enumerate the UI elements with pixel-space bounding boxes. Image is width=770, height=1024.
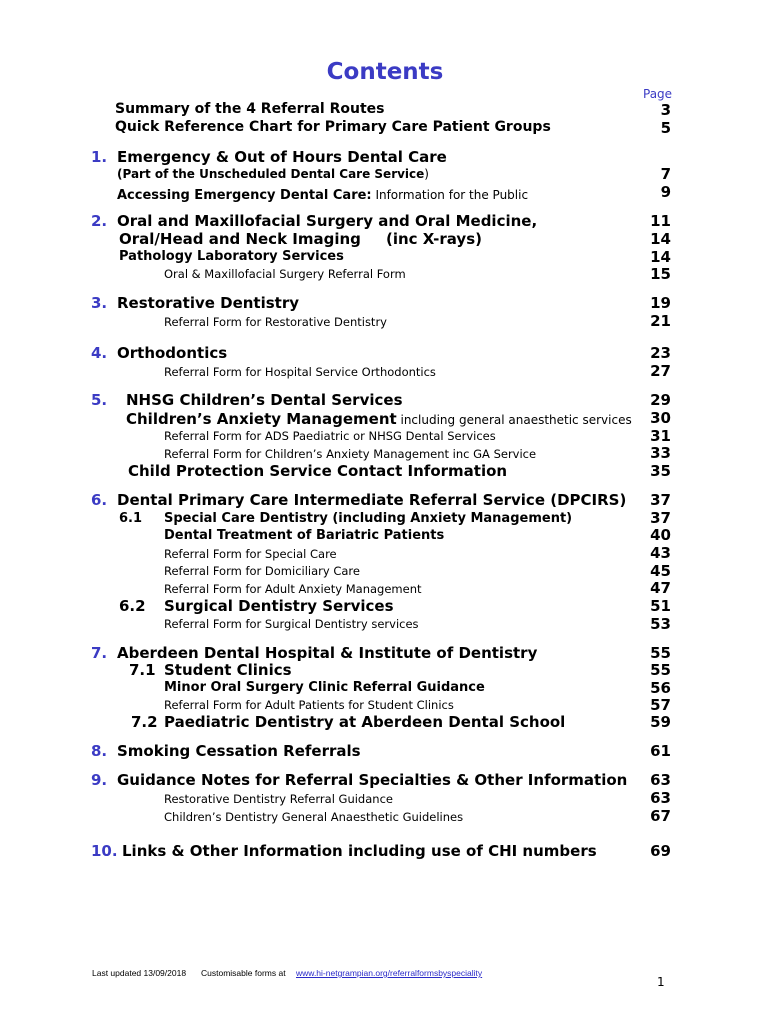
- toc-domiciliary-form[interactable]: Referral Form for Domiciliary Care: [164, 564, 360, 578]
- toc-unscheduled-care[interactable]: [117, 167, 429, 181]
- page-number: 9: [660, 183, 671, 201]
- toc-ga-guidelines[interactable]: Children’s Dentistry General Anaesthetic Guidelines: [164, 810, 464, 824]
- toc-childrens-anxiety[interactable]: [126, 409, 632, 428]
- anxiety-rest: including general anaesthetic services: [396, 413, 632, 427]
- toc-bariatric[interactable]: Dental Treatment of Bariatric Patients: [164, 528, 445, 543]
- page-number: 63: [650, 789, 671, 807]
- toc-restorative-guidance[interactable]: Restorative Dentistry Referral Guidance: [164, 792, 393, 806]
- footer-forms-label: Customisable forms at: [201, 968, 286, 978]
- toc-student-clinics-form[interactable]: Referral Form for Adult Patients for Student Clinics: [164, 698, 454, 712]
- toc-paediatric-dentistry[interactable]: Paediatric Dentistry at Aberdeen Dental School: [164, 713, 566, 731]
- toc-adult-anxiety-form[interactable]: Referral Form for Adult Anxiety Management: [164, 582, 422, 596]
- section-number: 8.: [91, 742, 108, 760]
- page-number: 55: [650, 661, 671, 679]
- toc-restorative-form[interactable]: Referral Form for Restorative Dentistry: [164, 315, 387, 329]
- toc-imaging-xrays: (inc X-rays): [386, 230, 482, 248]
- section-number: 7.: [91, 644, 108, 662]
- page-number: 3: [660, 101, 671, 119]
- toc-imaging[interactable]: Oral/Head and Neck Imaging: [119, 230, 361, 248]
- page-number: 69: [650, 842, 671, 860]
- page-number: 59: [650, 713, 671, 731]
- toc-section-6[interactable]: Dental Primary Care Intermediate Referral Service (DPCIRS): [117, 491, 627, 509]
- toc-section-5[interactable]: NHSG Children’s Dental Services: [126, 391, 403, 409]
- footer-page-number: 1: [657, 975, 665, 989]
- section-number: 5.: [91, 391, 108, 409]
- footer-last-updated: Last updated 13/09/2018: [92, 968, 187, 978]
- section-number: 1.: [91, 148, 108, 166]
- toc-orthodontics-form[interactable]: Referral Form for Hospital Service Orthodontics: [164, 365, 436, 379]
- page-number: 15: [650, 265, 671, 283]
- page-number: 55: [650, 644, 671, 662]
- subsection-number: 7.2: [131, 713, 158, 731]
- toc-omfs-form[interactable]: Oral & Maxillofacial Surgery Referral Form: [164, 267, 406, 281]
- page-number: 31: [650, 427, 671, 445]
- page-number: 14: [650, 248, 671, 266]
- page-number: 61: [650, 742, 671, 760]
- page-number: 47: [650, 579, 671, 597]
- section-number: 4.: [91, 344, 108, 362]
- page-number: 37: [650, 509, 671, 527]
- subsection-number: 6.1: [119, 511, 143, 526]
- toc-surgical-form[interactable]: Referral Form for Surgical Dentistry services: [164, 617, 419, 631]
- section-number: 10.: [91, 842, 118, 860]
- subsection-number: 6.2: [119, 597, 146, 615]
- page-number: 5: [660, 119, 671, 137]
- footer-forms-link[interactable]: www.hi-netgrampian.org/referralformsbyspeciality: [296, 968, 483, 978]
- toc-section-2[interactable]: Oral and Maxillofacial Surgery and Oral Medicine,: [117, 212, 538, 230]
- toc-pathology[interactable]: Pathology Laboratory Services: [119, 249, 344, 264]
- accessing-rest: Information for the Public: [371, 188, 529, 202]
- toc-section-7[interactable]: Aberdeen Dental Hospital & Institute of Dentistry: [117, 644, 538, 662]
- toc-ads-form[interactable]: Referral Form for ADS Paediatric or NHSG Dental Services: [164, 429, 496, 443]
- page-number: 33: [650, 444, 671, 462]
- page-number: 56: [650, 679, 671, 697]
- section-number: 3.: [91, 294, 108, 312]
- page-column-header: Page: [643, 87, 673, 101]
- toc-surgical-dentistry[interactable]: Surgical Dentistry Services: [164, 597, 394, 615]
- page-number: 43: [650, 544, 671, 562]
- toc-special-care[interactable]: Special Care Dentistry (including Anxiety Management): [164, 511, 573, 526]
- page-number: 53: [650, 615, 671, 633]
- page-number: 14: [650, 230, 671, 248]
- section-number: 6.: [91, 491, 108, 509]
- toc-section-3[interactable]: Restorative Dentistry: [117, 294, 300, 312]
- page-number: 27: [650, 362, 671, 380]
- toc-special-care-form[interactable]: Referral Form for Special Care: [164, 547, 337, 561]
- page-number: 7: [660, 165, 671, 183]
- toc-quick-reference[interactable]: Quick Reference Chart for Primary Care Patient Groups: [115, 119, 551, 135]
- toc-section-10[interactable]: Links & Other Information including use of CHI numbers: [122, 842, 597, 860]
- page-number: 29: [650, 391, 671, 409]
- page-number: 11: [650, 212, 671, 230]
- page-title: Contents: [326, 59, 444, 85]
- section-number: 2.: [91, 212, 108, 230]
- toc-section-8[interactable]: Smoking Cessation Referrals: [117, 742, 361, 760]
- anxiety-bold: Children’s Anxiety Management: [126, 410, 397, 428]
- page-number: 57: [650, 696, 671, 714]
- toc-summary-routes[interactable]: Summary of the 4 Referral Routes: [115, 101, 385, 117]
- page-number: 30: [650, 409, 671, 427]
- toc-section-4[interactable]: Orthodontics: [117, 344, 228, 362]
- page-number: 51: [650, 597, 671, 615]
- toc-minor-oral-surgery[interactable]: Minor Oral Surgery Clinic Referral Guidance: [164, 680, 485, 695]
- section-number: 9.: [91, 771, 108, 789]
- page-number: 21: [650, 312, 671, 330]
- page-number: 45: [650, 562, 671, 580]
- toc-accessing-emergency[interactable]: [117, 184, 528, 203]
- unscheduled-label: (Part of the Unscheduled Dental Care Service: [117, 167, 425, 181]
- page-number: 19: [650, 294, 671, 312]
- page-number: 35: [650, 462, 671, 480]
- toc-section-9[interactable]: Guidance Notes for Referral Specialties & Other Information: [117, 771, 628, 789]
- page-number: 40: [650, 526, 671, 544]
- page-number: 23: [650, 344, 671, 362]
- subsection-number: 7.1: [129, 661, 156, 679]
- toc-student-clinics[interactable]: Student Clinics: [164, 661, 292, 679]
- unscheduled-paren: ): [424, 167, 429, 181]
- page-number: 67: [650, 807, 671, 825]
- toc-child-protection[interactable]: Child Protection Service Contact Information: [128, 462, 508, 480]
- toc-section-1[interactable]: Emergency & Out of Hours Dental Care: [117, 148, 447, 166]
- toc-anxiety-ga-form[interactable]: Referral Form for Children’s Anxiety Management inc GA Service: [164, 447, 537, 461]
- page-number: 63: [650, 771, 671, 789]
- accessing-bold: Accessing Emergency Dental Care:: [117, 188, 372, 203]
- page-number: 37: [650, 491, 671, 509]
